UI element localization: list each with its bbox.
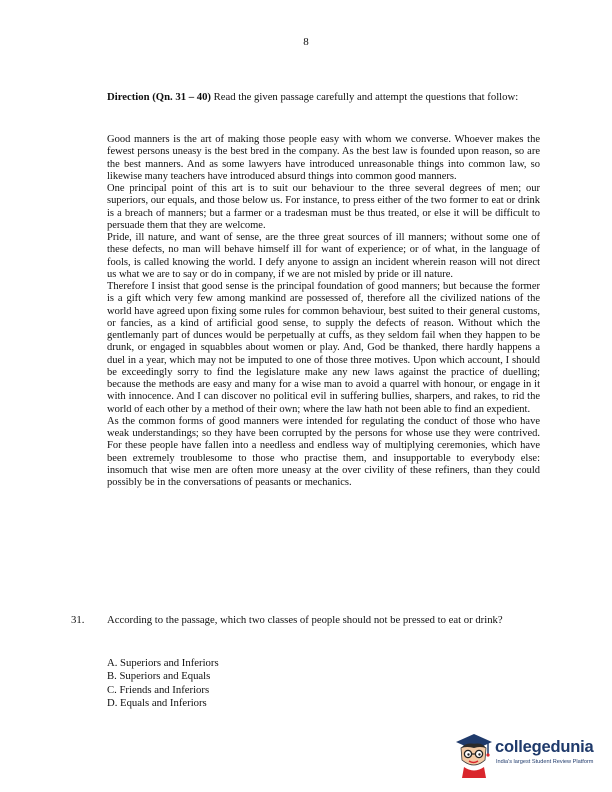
option-c: C. Friends and Inferiors	[107, 683, 210, 696]
direction-label: Direction (Qn. 31 – 40)	[107, 91, 211, 103]
option-a: A. Superiors and Inferiors	[107, 657, 219, 669]
logo-wordmark: collegedunia	[495, 738, 594, 756]
direction-instructions	[107, 91, 540, 104]
question-number: 31.	[71, 614, 85, 626]
passage-paragraph: One principal point of this art is to suit our behaviour to the three several degrees of men; our superiors, our equals, and those below us. For instance, to press either of the two former to eat or drink is a breach of manners; but a farmer or a tradesman must be thus treated, or else it will be difficult to persuade them that they are welcome.	[107, 183, 540, 231]
student-mascot-icon	[452, 730, 494, 778]
option-b: B. Superiors and Equals	[107, 670, 211, 683]
passage-paragraph: Pride, ill nature, and want of sense, are the three great sources of ill manners; without some one of these defects, no man will behave himself ill for want of experience; or of what, in the language of fools, is called knowing the world. I defy anyone to assign an incident wherein reason will not direct us what we are to say or do in company, if we are not misled by pride or ill nature.	[107, 232, 540, 280]
collegedunia-logo	[452, 730, 602, 780]
question-text: According to the passage, which two classes of people should not be pressed to eat or drink?	[107, 614, 503, 626]
passage-paragraph: Therefore I insist that good sense is the principal foundation of good manners; but because the former is a gift which very few among mankind are possessed of, therefore all the civilized nations of the world have agreed upon fixing some rules for common behaviour, best suited to their general customs, or fancies, as a kind of artificial good sense, to supply the defects of reason. Without which the gentlemanly part of dunces would be perpetually at cuffs, as they seldom fail when they happen to be drunk, or engaged in squabbles about women or play. And, God be thanked, there hardly happens a duel in a year, which may not be imputed to one of those three motives. Upon which account, I should be exceedingly sorry to find the legislature make any new laws against the practice of duelling; because the methods are easy and many for a wise man to avoid a quarrel with honour, or engage in it with innocence. And I can discover no political evil in suffering bullies, sharpers, and rakes, to rid the world of each other by a method of their own; where the law hath not been able to find an expedient.	[107, 281, 540, 415]
direction-text: Read the given passage carefully and attempt the questions that follow:	[211, 91, 519, 103]
logo-tagline: India's largest Student Review Platform	[496, 759, 594, 765]
reading-passage	[107, 134, 540, 489]
passage-paragraph: Good manners is the art of making those people easy with whom we converse. Whoever makes the fewest persons uneasy is the best bred in the company. As the best law is founded upon reason, so are the best manners. And as some lawyers have introduced unreasonable things into common law, so likewise many teachers have introduced absurd things into common good manners.	[107, 134, 540, 182]
passage-paragraph: As the common forms of good manners were intended for regulating the conduct of those who have weak understandings; so they have been corrupted by the persons for whose use they were contrived. For these people have fallen into a needless and endless way of multiplying ceremonies, which have been extremely troublesome to those who practise them, and insupportable to everybody else: insomuch that wise men are often more uneasy at the over civility of these refiners, than they could possibly be in the conversations of peasants or mechanics.	[107, 415, 540, 488]
option-d: D. Equals and Inferiors	[107, 697, 207, 710]
page-number: 8	[303, 36, 309, 48]
answer-options	[107, 657, 407, 711]
